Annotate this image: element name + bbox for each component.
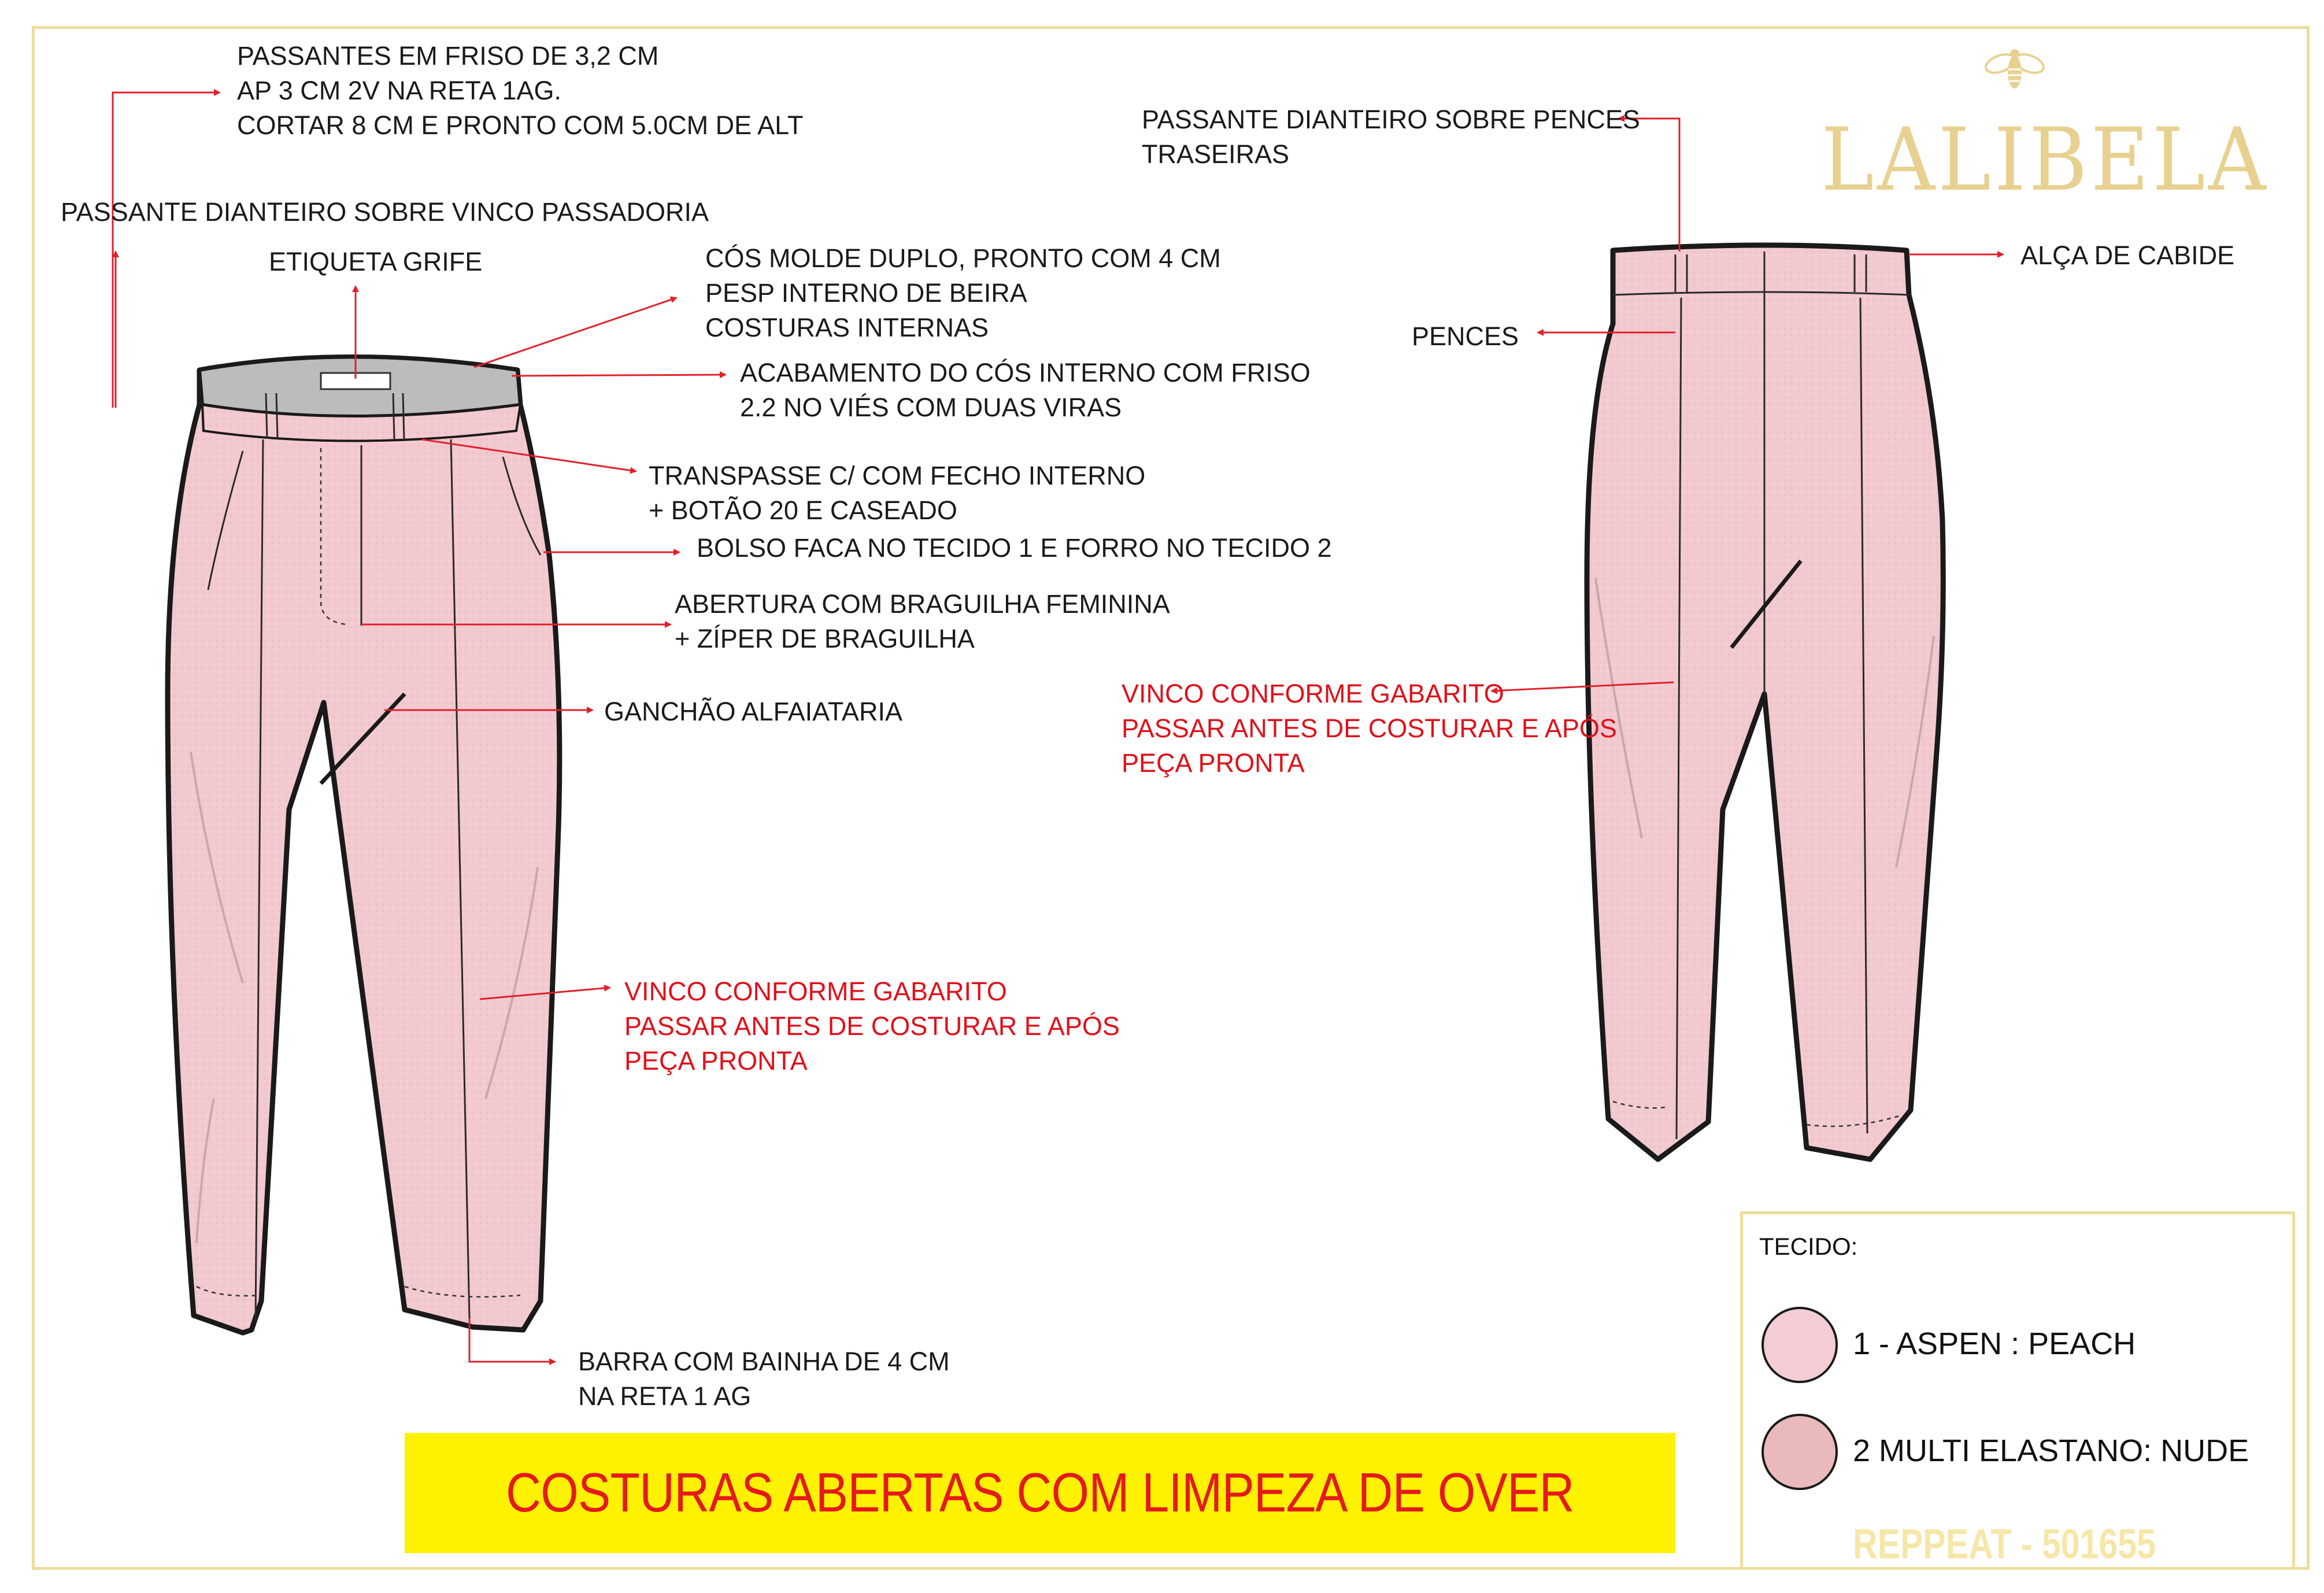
callout-etiqueta: ETIQUETA GRIFE xyxy=(269,247,483,276)
svg-text:ABERTURA COM BRAGUILHA FEMININ: ABERTURA COM BRAGUILHA FEMININA xyxy=(675,589,1170,619)
svg-text:PASSAR ANTES DE COSTURAR E APÓ: PASSAR ANTES DE COSTURAR E APÓS xyxy=(1122,714,1617,743)
callout-bolso: BOLSO FACA NO TECIDO 1 E FORRO NO TECIDO 2 xyxy=(697,533,1332,563)
svg-text:2.2 NO VIÉS COM DUAS VIRAS: 2.2 NO VIÉS COM DUAS VIRAS xyxy=(740,393,1122,422)
callout-abertura xyxy=(675,589,1170,653)
reference-code: REPPEAT - 501655 xyxy=(1853,1521,2156,1568)
fabric-swatch-1 xyxy=(1761,1307,1838,1383)
svg-text:PASSANTE DIANTEIRO SOBRE PENCE: PASSANTE DIANTEIRO SOBRE PENCES xyxy=(1142,105,1640,134)
svg-text:PEÇA PRONTA: PEÇA PRONTA xyxy=(1122,748,1305,778)
back-trousers-drawing xyxy=(1587,245,1943,1159)
front-trousers-drawing xyxy=(168,357,560,1333)
svg-text:VINCO CONFORME GABARITO: VINCO CONFORME GABARITO xyxy=(1122,679,1504,708)
svg-text:CÓS MOLDE DUPLO, PRONTO COM 4: CÓS MOLDE DUPLO, PRONTO COM 4 CM xyxy=(705,243,1221,273)
svg-text:PEÇA PRONTA: PEÇA PRONTA xyxy=(624,1046,808,1075)
callout-alca: ALÇA DE CABIDE xyxy=(2020,241,2235,270)
fabric-legend-title: TECIDO: xyxy=(1759,1233,1858,1260)
fabric-label-2: 2 MULTI ELASTANO: NUDE xyxy=(1853,1433,2249,1468)
svg-text:BARRA COM BAINHA DE 4 CM: BARRA COM BAINHA DE 4 CM xyxy=(578,1347,950,1376)
front-trousers-outline xyxy=(168,357,560,1333)
brand-wordmark: LALIBELA xyxy=(1821,110,2270,210)
svg-text:+ ZÍPER DE BRAGUILHA: + ZÍPER DE BRAGUILHA xyxy=(675,624,975,653)
callout-pences: PENCES xyxy=(1412,321,1519,351)
svg-text:AP 3 CM 2V NA RETA 1AG.: AP 3 CM 2V NA RETA 1AG. xyxy=(237,76,562,105)
fabric-legend xyxy=(1740,1211,2295,1570)
svg-text:PASSAR ANTES DE COSTURAR E APÓ: PASSAR ANTES DE COSTURAR E APÓS xyxy=(624,1011,1120,1041)
svg-text:CORTAR 8 CM E PRONTO COM 5.: CORTAR 8 CM E PRONTO COM 5.0CM DE ALT xyxy=(237,110,804,140)
callout-passantes xyxy=(237,41,803,140)
svg-text:PASSANTES EM FRISO DE 3,2 CM: PASSANTES EM FRISO DE 3,2 CM xyxy=(237,41,659,71)
callout-acabamento xyxy=(740,358,1311,422)
callout-barra xyxy=(578,1347,950,1411)
fabric-swatch-2 xyxy=(1761,1414,1838,1490)
svg-text:COSTURAS INTERNAS: COSTURAS INTERNAS xyxy=(705,313,989,342)
callout-vinco-back xyxy=(1122,679,1617,778)
fabric-label-1: 1 - ASPEN : PEACH xyxy=(1853,1326,2136,1361)
svg-text:+ BOTÃO 20 E CASEADO: + BOTÃO 20 E CASEADO xyxy=(649,496,957,525)
svg-text:PESP INTERNO DE BEIRA: PESP INTERNO DE BEIRA xyxy=(705,278,1027,308)
svg-text:TRANSPASSE C/ COM FECHO INTERN: TRANSPASSE C/ COM FECHO INTERNO xyxy=(649,461,1146,490)
callout-vinco-front xyxy=(624,977,1120,1075)
svg-text:VINCO CONFORME GABARITO: VINCO CONFORME GABARITO xyxy=(624,977,1007,1006)
banner-text: COSTURAS ABERTAS COM LIMPEZA DE OVER xyxy=(506,1462,1574,1524)
callout-passante-dianteiro: PASSANTE DIANTEIRO SOBRE VINCO PASSADORIA xyxy=(61,197,709,227)
bee-icon xyxy=(1983,43,2047,95)
callout-ganchao: GANCHÃO ALFAIATARIA xyxy=(604,697,902,726)
construction-note-banner xyxy=(405,1433,1675,1553)
svg-text:TRASEIRAS: TRASEIRAS xyxy=(1142,139,1290,169)
svg-text:ACABAMENTO DO CÓS INTERNO COM: ACABAMENTO DO CÓS INTERNO COM FRISO xyxy=(740,358,1311,387)
svg-text:NA RETA 1 AG: NA RETA 1 AG xyxy=(578,1381,752,1411)
callout-passante-traseiro xyxy=(1142,105,1640,169)
callout-transpasse xyxy=(649,461,1145,525)
callout-cos xyxy=(705,243,1221,342)
